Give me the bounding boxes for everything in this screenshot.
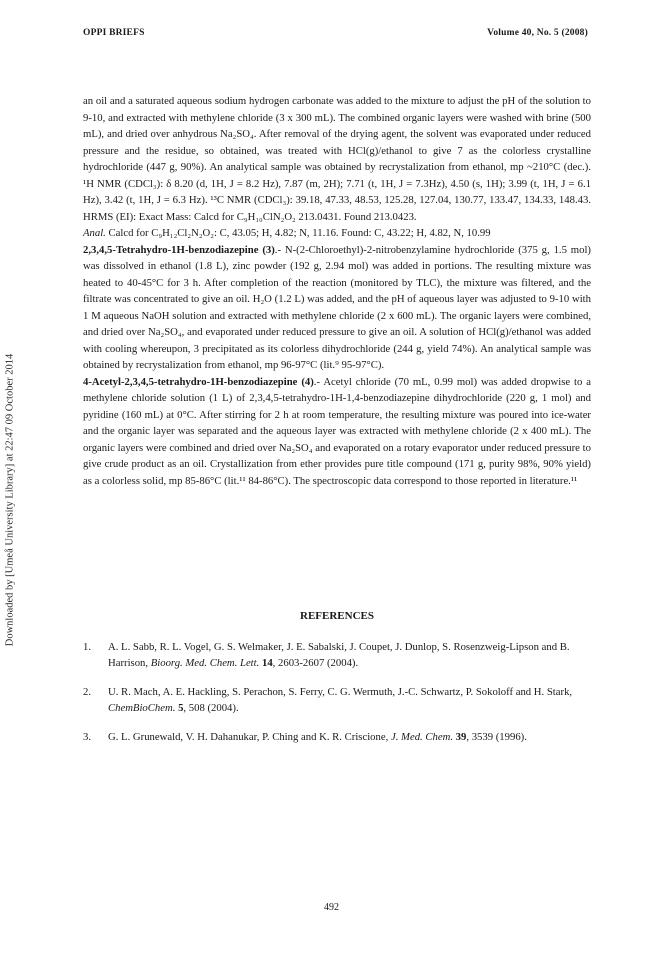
reference-pages: , 2603-2607 (2004). — [272, 656, 359, 669]
reference-number: 1. — [83, 641, 92, 653]
compound-3-title: 2,3,4,5-Tetrahydro-1H-benzodiazepine (3) — [83, 243, 275, 256]
compound-4-title: 4-Acetyl-2,3,4,5-tetrahydro-1H-benzodiazepine (4) — [83, 375, 314, 388]
reference-volume: 39 — [455, 731, 467, 743]
reference-pages: , 508 (2004). — [183, 701, 239, 714]
reference-number: 3. — [83, 731, 92, 743]
reference-authors: A. L. Sabb, R. L. Vogel, G. S. Welmaker, J. E. Sabalski, J. Coupet, J. Dunlop, S. Rosenzweig-Lipson and B. Harrison, — [108, 641, 570, 669]
reference-journal: Bioorg. Med. Chem. Lett. — [150, 656, 260, 669]
paragraph-3 — [83, 242, 591, 374]
reference-number: 2. — [83, 686, 92, 698]
reference-volume: 14 — [261, 656, 273, 669]
reference-journal: ChemBioChem. — [108, 701, 176, 714]
compound-3-text: .- N-(2-Chloroethyl)-2-nitrobenzylamine hydrochloride (375 g, 1.5 mol) was dissolved in ethanol (1.8 L), zinc powder (192 g, 2.94 mol) was added in portions. The resulting mixture was heated to 40-45°C for 3 h. After completion of the reaction (monitored by TLC), the mixture was filtered, and the filtrate was concentrated to give an oil. H₂O (1.2 L) was added, and the pH of aqueous layer was adjusted to 9-10 with 1 M aqueous NaOH solution and extracted with methylene chloride (2 x 600 mL). The organic layers were combined, and dried over Na₂SO₄, and evaporated under reduced pressure to give an oil. A solution of HCl(g)/ethanol was added with cooling whereupon, 3 precipitated as its colorless dihydrochloride (244 g, yield 74%). An analytical sample was obtained by recrystalization from ethanol, mp 96-97°C (lit.⁹ 95-97°C). — [83, 243, 591, 371]
download-notice — [0, 0, 20, 967]
compound-4-text: .- Acetyl chloride (70 mL, 0.99 mol) was added dropwise to a methylene chloride solution (1 L) of 2,3,4,5-tetrahydro-1H-1,4-benzodiazepine dihydrochloride (220 g, 1 mol) and pyridine (160 mL) at 0°C. After stirring for 2 h at room temperature, the resulting mixture was poured into ice-water and the organic layer was separated and the aqueous layer was extracted with methylene chloride (2 x 400 mL). The organic layers were combined and dried over Na₂SO₄ and evaporated on a rotary evaporator under reduced pressure to give crude product as an oil. Crystallization from ether provides pure title compound (171 g, purity 98%, 90% yield) as a colorless solid, mp 85-86°C (lit.¹¹ 84-86°C). The spectroscopic data correspond to those reported in literature.¹¹ — [83, 375, 591, 487]
paragraph-4 — [83, 374, 591, 490]
reference-pages: , 3539 (1996). — [466, 731, 527, 743]
journal-name: OPPI BRIEFS — [83, 28, 145, 38]
reference-volume: 5 — [178, 701, 184, 714]
reference-authors: U. R. Mach, A. E. Hackling, S. Perachon, S. Ferry, C. G. Wermuth, J.-C. Schwartz, P. Sokoloff and H. Stark, — [108, 686, 573, 698]
download-notice-text: Downloaded by [Umeå University Library] at 22:47 09 October 2014 — [4, 353, 16, 647]
volume-info: Volume 40, No. 5 (2008) — [487, 28, 588, 38]
reference-item — [83, 730, 591, 746]
article-body — [83, 93, 591, 489]
references-heading: REFERENCES — [300, 610, 374, 622]
paragraph-1: an oil and a saturated aqueous sodium hydrogen carbonate was added to the mixture to adjust the pH of the solution to 9-10, and extracted with methylene chloride (3 x 300 mL). The combined organic layers were washed with brine (500 mL), and dried over anhydrous Na₂SO₄. After removal of the drying agent, the solvent was evaporated under reduced pressure and the residue, so obtained, was treated with HCl(g)/ethanol to give 7 as the colorless crystalline hydrochloride (447 g, 90%). An analytical sample was obtained by recrystalization from ethanol, mp ~210°C (dec.). ¹H NMR (CDCl₃): δ 8.20 (d, 1H, J = 8.2 Hz), 7.87 (m, 2H); 7.71 (t, 1H, J = 7.3Hz), 4.50 (s, 1H); 3.99 (t, 1H, J = 6.1 Hz), 3.42 (t, 1H, J = 6.3 Hz). ¹³C NMR (CDCl₃): 39.18, 47.33, 48.53, 125.28, 127.04, 130.77, 133.47, 134.33, 148.43. HRMS (EI): Exact Mass: Calcd for C₉H₁₀ClN₂O₂ 213.0431. Found 213.0423. — [83, 95, 591, 223]
page-number: 492 — [324, 902, 339, 913]
reference-item — [83, 685, 591, 716]
anal-label: Anal. — [83, 227, 106, 239]
reference-authors: G. L. Grunewald, V. H. Dahanukar, P. Ching and K. R. Criscione, — [108, 731, 391, 743]
reference-journal: J. Med. Chem. — [390, 731, 453, 743]
anal-text: Calcd for C₉H₁₂Cl₂N₂O₂: C, 43.05; H, 4.82; N, 11.16. Found: C, 43.22; H, 4.82, N, 10.99 — [105, 227, 491, 239]
reference-item — [83, 640, 591, 671]
paragraph-2 — [83, 225, 591, 242]
reference-list — [83, 640, 591, 760]
